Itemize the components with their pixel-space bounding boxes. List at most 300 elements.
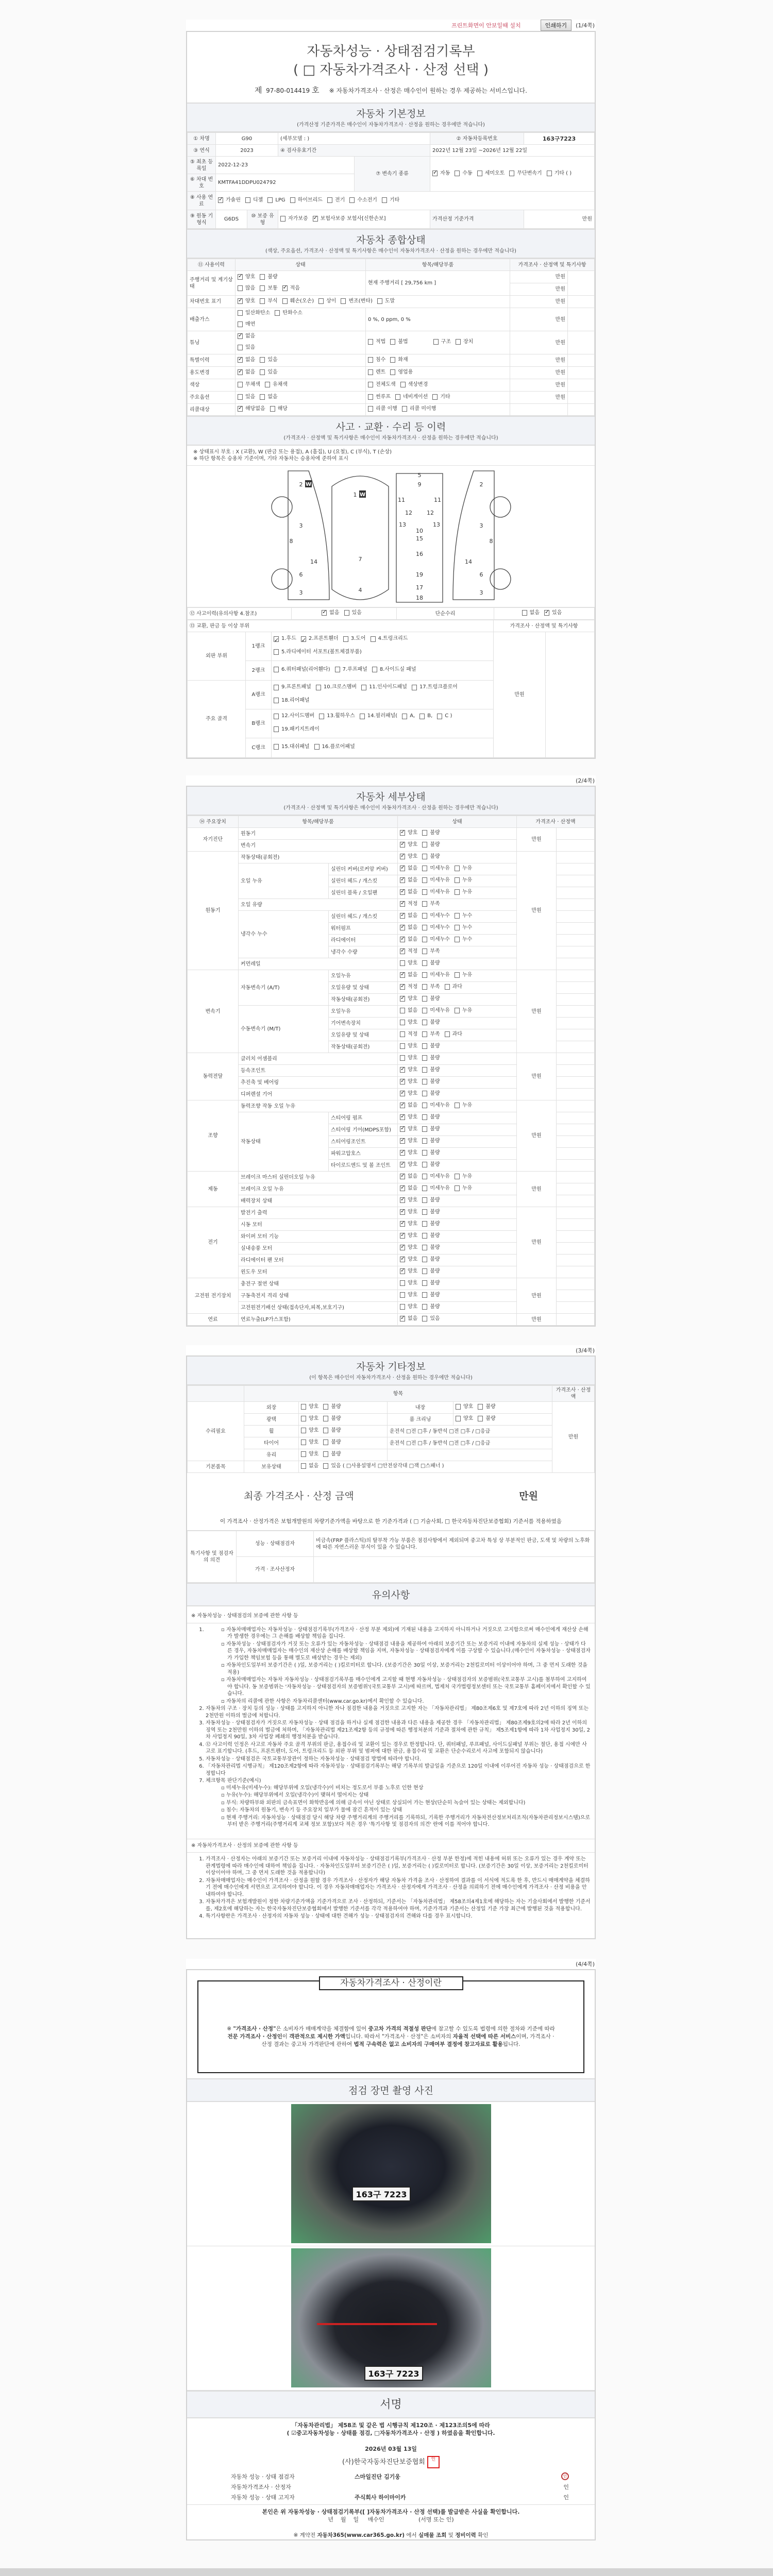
checked-box-icon[interactable] xyxy=(400,1150,405,1156)
checkbox-option[interactable] xyxy=(260,394,277,400)
checked-box-icon[interactable] xyxy=(400,1221,405,1227)
checkbox-option[interactable] xyxy=(400,1078,417,1085)
checkbox-option[interactable] xyxy=(455,1102,472,1109)
checkbox-option[interactable] xyxy=(422,1280,440,1286)
unchecked-box-icon[interactable] xyxy=(270,406,275,412)
checkbox-option[interactable] xyxy=(400,1256,417,1263)
checkbox-option[interactable] xyxy=(400,1043,417,1049)
unchecked-box-icon[interactable] xyxy=(274,744,279,750)
checkbox-option[interactable] xyxy=(368,369,385,376)
unchecked-box-icon[interactable] xyxy=(301,1404,306,1410)
checkbox-option[interactable] xyxy=(422,877,450,884)
checkbox-option[interactable] xyxy=(400,1244,417,1251)
checkbox-option[interactable] xyxy=(238,394,255,400)
checkbox-option[interactable] xyxy=(422,912,450,919)
unchecked-box-icon[interactable] xyxy=(368,357,373,363)
unchecked-box-icon[interactable] xyxy=(274,726,279,732)
checkbox-option[interactable] xyxy=(323,1403,341,1410)
checked-box-icon[interactable] xyxy=(400,913,405,919)
checkbox-option[interactable] xyxy=(455,1173,472,1180)
checkbox-option[interactable] xyxy=(400,972,417,978)
unchecked-box-icon[interactable] xyxy=(422,1150,427,1156)
checkbox-option[interactable] xyxy=(422,936,450,943)
checkbox-option[interactable] xyxy=(260,357,277,363)
checkbox-option[interactable] xyxy=(323,1451,341,1458)
checkbox-option[interactable] xyxy=(547,170,572,177)
checkbox-option[interactable] xyxy=(422,1102,450,1109)
checked-box-icon[interactable] xyxy=(400,1233,405,1239)
checkbox-option[interactable] xyxy=(544,609,562,616)
checkbox-option[interactable] xyxy=(422,1303,440,1310)
unchecked-box-icon[interactable] xyxy=(422,1031,427,1037)
checked-box-icon[interactable] xyxy=(400,1138,405,1144)
checked-box-icon[interactable] xyxy=(400,1209,405,1215)
checkbox-option[interactable] xyxy=(368,357,385,363)
checked-box-icon[interactable] xyxy=(400,1257,405,1262)
checkbox-option[interactable] xyxy=(368,405,397,412)
unchecked-box-icon[interactable] xyxy=(400,960,405,966)
unchecked-box-icon[interactable] xyxy=(368,369,373,375)
checkbox-option[interactable] xyxy=(368,394,391,400)
checkbox-option[interactable] xyxy=(455,877,472,884)
unchecked-box-icon[interactable] xyxy=(371,636,376,642)
checkbox-option[interactable] xyxy=(274,633,296,645)
checked-box-icon[interactable] xyxy=(400,877,405,883)
checked-box-icon[interactable] xyxy=(400,854,405,859)
unchecked-box-icon[interactable] xyxy=(422,1162,427,1167)
checkbox-option[interactable] xyxy=(316,682,357,693)
checked-box-icon[interactable] xyxy=(282,285,288,291)
checkbox-option[interactable] xyxy=(422,924,450,931)
unchecked-box-icon[interactable] xyxy=(455,877,460,883)
unchecked-box-icon[interactable] xyxy=(422,854,427,859)
unchecked-box-icon[interactable] xyxy=(433,339,439,345)
unchecked-box-icon[interactable] xyxy=(260,285,265,291)
checkbox-option[interactable] xyxy=(422,1019,440,1026)
checked-box-icon[interactable] xyxy=(400,1316,405,1321)
checkbox-option[interactable] xyxy=(323,1463,444,1469)
unchecked-box-icon[interactable] xyxy=(301,1428,306,1433)
checked-box-icon[interactable] xyxy=(400,1079,405,1084)
checked-box-icon[interactable] xyxy=(400,842,405,848)
checkbox-option[interactable] xyxy=(422,853,440,860)
checked-box-icon[interactable] xyxy=(238,298,243,304)
checkbox-option[interactable] xyxy=(341,298,372,304)
checkbox-option[interactable] xyxy=(245,197,263,204)
unchecked-box-icon[interactable] xyxy=(422,925,427,930)
unchecked-box-icon[interactable] xyxy=(274,685,279,690)
checkbox-option[interactable] xyxy=(432,170,450,177)
checkbox-option[interactable] xyxy=(422,1209,440,1215)
unchecked-box-icon[interactable] xyxy=(422,1020,427,1025)
checked-box-icon[interactable] xyxy=(400,972,405,978)
checkbox-option[interactable] xyxy=(343,633,366,645)
unchecked-box-icon[interactable] xyxy=(477,171,482,176)
checked-box-icon[interactable] xyxy=(218,197,223,203)
checkbox-option[interactable] xyxy=(400,1232,417,1239)
unchecked-box-icon[interactable] xyxy=(455,171,460,176)
checkbox-option[interactable] xyxy=(270,405,288,412)
unchecked-box-icon[interactable] xyxy=(323,1451,328,1457)
checkbox-option[interactable] xyxy=(422,1232,440,1239)
checkbox-option[interactable] xyxy=(319,710,355,722)
checkbox-option[interactable] xyxy=(290,197,323,204)
unchecked-box-icon[interactable] xyxy=(478,1416,483,1421)
unchecked-box-icon[interactable] xyxy=(400,1304,405,1310)
checkbox-option[interactable] xyxy=(400,1114,417,1121)
checkbox-option[interactable] xyxy=(400,1031,417,1038)
checkbox-option[interactable] xyxy=(260,369,277,376)
unchecked-box-icon[interactable] xyxy=(344,610,349,616)
checkbox-option[interactable] xyxy=(456,338,473,345)
unchecked-box-icon[interactable] xyxy=(400,1043,405,1049)
checked-box-icon[interactable] xyxy=(400,1162,405,1167)
checkbox-option[interactable] xyxy=(372,664,416,675)
checkbox-option[interactable] xyxy=(422,889,450,895)
unchecked-box-icon[interactable] xyxy=(422,1316,427,1321)
checkbox-option[interactable] xyxy=(390,369,413,376)
unchecked-box-icon[interactable] xyxy=(238,321,243,327)
print-button[interactable]: 인쇄하기 xyxy=(541,20,572,31)
checked-box-icon[interactable] xyxy=(400,1114,405,1120)
unchecked-box-icon[interactable] xyxy=(445,984,450,990)
checkbox-option[interactable] xyxy=(400,1292,417,1298)
unchecked-box-icon[interactable] xyxy=(301,1439,306,1445)
checkbox-option[interactable] xyxy=(400,1102,417,1109)
unchecked-box-icon[interactable] xyxy=(323,1416,328,1421)
checkbox-option[interactable] xyxy=(400,1055,417,1061)
checkbox-option[interactable] xyxy=(327,197,345,204)
unchecked-box-icon[interactable] xyxy=(455,925,460,930)
unchecked-box-icon[interactable] xyxy=(323,1404,328,1410)
checkbox-option[interactable] xyxy=(422,1090,440,1097)
checked-box-icon[interactable] xyxy=(400,889,405,895)
checkbox-option[interactable] xyxy=(274,724,320,735)
unchecked-box-icon[interactable] xyxy=(422,1126,427,1132)
checked-box-icon[interactable] xyxy=(432,171,438,176)
unchecked-box-icon[interactable] xyxy=(238,394,243,400)
checkbox-option[interactable] xyxy=(400,829,417,836)
checkbox-option[interactable] xyxy=(455,1007,472,1014)
unchecked-box-icon[interactable] xyxy=(280,216,285,222)
checkbox-option[interactable] xyxy=(433,338,451,345)
unchecked-box-icon[interactable] xyxy=(455,913,460,919)
unchecked-box-icon[interactable] xyxy=(437,714,442,719)
checkbox-option[interactable] xyxy=(422,1256,440,1263)
unchecked-box-icon[interactable] xyxy=(390,369,395,375)
checkbox-option[interactable] xyxy=(422,1126,440,1132)
checkbox-option[interactable] xyxy=(400,381,428,388)
checkbox-option[interactable] xyxy=(377,298,395,304)
checkbox-option[interactable] xyxy=(400,912,417,919)
checkbox-option[interactable] xyxy=(478,1415,495,1422)
checkbox-option[interactable] xyxy=(265,381,288,388)
unchecked-box-icon[interactable] xyxy=(390,357,395,363)
checkbox-option[interactable] xyxy=(422,1268,440,1275)
unchecked-box-icon[interactable] xyxy=(478,1404,483,1410)
unchecked-box-icon[interactable] xyxy=(422,1103,427,1108)
unchecked-box-icon[interactable] xyxy=(260,274,265,280)
unchecked-box-icon[interactable] xyxy=(343,636,348,642)
checkbox-option[interactable] xyxy=(400,1280,417,1286)
checkbox-option[interactable] xyxy=(422,1315,440,1322)
unchecked-box-icon[interactable] xyxy=(455,972,460,978)
checkbox-option[interactable] xyxy=(522,609,540,616)
checkbox-option[interactable] xyxy=(238,310,270,316)
checked-box-icon[interactable] xyxy=(400,1174,405,1179)
unchecked-box-icon[interactable] xyxy=(422,1138,427,1144)
checkbox-option[interactable] xyxy=(455,972,472,978)
unchecked-box-icon[interactable] xyxy=(238,285,243,291)
checked-box-icon[interactable] xyxy=(400,1185,405,1191)
checkbox-option[interactable] xyxy=(422,984,440,990)
unchecked-box-icon[interactable] xyxy=(422,1292,427,1298)
unchecked-box-icon[interactable] xyxy=(274,667,279,672)
checkbox-option[interactable] xyxy=(322,609,339,616)
checkbox-option[interactable] xyxy=(422,1007,450,1014)
checkbox-option[interactable] xyxy=(349,197,377,204)
checkbox-option[interactable] xyxy=(400,1268,417,1275)
checkbox-option[interactable] xyxy=(400,877,417,884)
checkbox-option[interactable] xyxy=(301,1403,318,1410)
unchecked-box-icon[interactable] xyxy=(422,1008,427,1013)
checkbox-option[interactable] xyxy=(455,912,472,919)
checkbox-option[interactable] xyxy=(445,984,462,990)
unchecked-box-icon[interactable] xyxy=(238,382,243,387)
checkbox-option[interactable] xyxy=(368,381,396,388)
checkbox-option[interactable] xyxy=(412,682,458,693)
checked-box-icon[interactable] xyxy=(400,830,405,836)
checkbox-option[interactable] xyxy=(260,285,277,292)
unchecked-box-icon[interactable] xyxy=(275,310,280,316)
unchecked-box-icon[interactable] xyxy=(314,744,320,750)
checkbox-option[interactable] xyxy=(400,1090,417,1097)
install-link[interactable]: 프린트화면이 안보일때 설치 xyxy=(451,22,521,29)
checkbox-option[interactable] xyxy=(422,1173,450,1180)
unchecked-box-icon[interactable] xyxy=(282,298,288,304)
unchecked-box-icon[interactable] xyxy=(455,1185,460,1191)
unchecked-box-icon[interactable] xyxy=(422,937,427,942)
unchecked-box-icon[interactable] xyxy=(400,1292,405,1298)
checkbox-option[interactable] xyxy=(422,1161,440,1168)
checkbox-option[interactable] xyxy=(301,1439,318,1446)
unchecked-box-icon[interactable] xyxy=(419,714,425,719)
checkbox-option[interactable] xyxy=(400,1138,417,1144)
checkbox-option[interactable] xyxy=(400,936,417,943)
checkbox-option[interactable] xyxy=(238,274,255,280)
unchecked-box-icon[interactable] xyxy=(368,382,373,387)
checkbox-option[interactable] xyxy=(323,1439,341,1446)
checkbox-option[interactable] xyxy=(422,901,440,907)
unchecked-box-icon[interactable] xyxy=(368,339,373,345)
checkbox-option[interactable] xyxy=(318,298,336,304)
unchecked-box-icon[interactable] xyxy=(245,197,250,203)
checkbox-option[interactable] xyxy=(400,853,417,860)
checkbox-option[interactable] xyxy=(400,1007,417,1014)
checkbox-option[interactable] xyxy=(274,682,311,693)
unchecked-box-icon[interactable] xyxy=(290,197,295,203)
checked-box-icon[interactable] xyxy=(400,866,405,871)
checkbox-option[interactable] xyxy=(274,647,362,658)
unchecked-box-icon[interactable] xyxy=(456,339,461,345)
unchecked-box-icon[interactable] xyxy=(238,310,243,316)
checkbox-option[interactable] xyxy=(301,1463,318,1469)
unchecked-box-icon[interactable] xyxy=(422,1209,427,1215)
checked-box-icon[interactable] xyxy=(400,1091,405,1096)
unchecked-box-icon[interactable] xyxy=(335,667,340,672)
unchecked-box-icon[interactable] xyxy=(360,714,365,719)
checkbox-option[interactable] xyxy=(455,936,472,943)
unchecked-box-icon[interactable] xyxy=(368,394,373,400)
unchecked-box-icon[interactable] xyxy=(422,1067,427,1073)
checkbox-option[interactable] xyxy=(260,274,277,280)
unchecked-box-icon[interactable] xyxy=(422,842,427,848)
unchecked-box-icon[interactable] xyxy=(422,830,427,836)
unchecked-box-icon[interactable] xyxy=(422,1055,427,1061)
checkbox-option[interactable] xyxy=(400,984,417,990)
checkbox-option[interactable] xyxy=(301,1415,318,1422)
unchecked-box-icon[interactable] xyxy=(400,382,406,387)
checkbox-option[interactable] xyxy=(422,1114,440,1121)
unchecked-box-icon[interactable] xyxy=(422,1304,427,1310)
checkbox-option[interactable] xyxy=(301,1451,318,1458)
unchecked-box-icon[interactable] xyxy=(260,298,265,304)
unchecked-box-icon[interactable] xyxy=(455,889,460,895)
checkbox-option[interactable] xyxy=(395,394,428,400)
unchecked-box-icon[interactable] xyxy=(432,394,438,400)
checkbox-option[interactable] xyxy=(422,1149,440,1156)
checkbox-option[interactable] xyxy=(238,369,255,376)
unchecked-box-icon[interactable] xyxy=(368,406,373,412)
checkbox-option[interactable] xyxy=(274,664,330,675)
checked-box-icon[interactable] xyxy=(238,357,243,363)
checkbox-option[interactable] xyxy=(313,215,386,222)
checkbox-option[interactable] xyxy=(456,1403,473,1410)
checked-box-icon[interactable] xyxy=(400,1126,405,1132)
checkbox-option[interactable] xyxy=(238,381,260,388)
unchecked-box-icon[interactable] xyxy=(422,1043,427,1049)
unchecked-box-icon[interactable] xyxy=(301,1416,306,1421)
checked-box-icon[interactable] xyxy=(400,1197,405,1203)
car365-link[interactable]: 자동차365(www.car365.go.kr) xyxy=(317,2532,405,2538)
unchecked-box-icon[interactable] xyxy=(341,298,346,304)
unchecked-box-icon[interactable] xyxy=(422,984,427,990)
checkbox-option[interactable] xyxy=(323,1427,341,1434)
unchecked-box-icon[interactable] xyxy=(422,1185,427,1191)
checkbox-option[interactable] xyxy=(282,298,314,304)
unchecked-box-icon[interactable] xyxy=(422,877,427,883)
checkbox-option[interactable] xyxy=(400,865,417,872)
checkbox-option[interactable] xyxy=(275,310,303,316)
checked-box-icon[interactable] xyxy=(400,984,405,990)
checkbox-option[interactable] xyxy=(361,682,407,693)
checked-box-icon[interactable] xyxy=(400,901,405,907)
checkbox-option[interactable] xyxy=(478,1403,495,1410)
unchecked-box-icon[interactable] xyxy=(455,1174,460,1179)
checkbox-option[interactable] xyxy=(238,357,255,363)
checkbox-option[interactable] xyxy=(382,197,399,204)
unchecked-box-icon[interactable] xyxy=(319,714,324,719)
checked-box-icon[interactable] xyxy=(400,937,405,942)
checkbox-option[interactable] xyxy=(274,710,314,722)
unchecked-box-icon[interactable] xyxy=(422,1245,427,1250)
checkbox-option[interactable] xyxy=(335,664,367,675)
checkbox-option[interactable] xyxy=(400,1221,417,1227)
checkbox-option[interactable] xyxy=(274,741,310,753)
checked-box-icon[interactable] xyxy=(238,274,243,280)
unchecked-box-icon[interactable] xyxy=(422,960,427,966)
checkbox-option[interactable] xyxy=(260,298,277,304)
checkbox-option[interactable] xyxy=(422,1138,440,1144)
checkbox-option[interactable] xyxy=(280,215,308,222)
checkbox-option[interactable] xyxy=(390,357,408,363)
unchecked-box-icon[interactable] xyxy=(422,1257,427,1262)
checkbox-option[interactable] xyxy=(400,1209,417,1215)
checkbox-option[interactable] xyxy=(455,170,472,177)
unchecked-box-icon[interactable] xyxy=(400,1055,405,1061)
unchecked-box-icon[interactable] xyxy=(377,298,382,304)
checked-box-icon[interactable] xyxy=(400,1245,405,1250)
checkbox-option[interactable] xyxy=(400,995,417,1002)
unchecked-box-icon[interactable] xyxy=(361,685,366,690)
checkbox-option[interactable] xyxy=(455,865,472,872)
unchecked-box-icon[interactable] xyxy=(422,1221,427,1227)
unchecked-box-icon[interactable] xyxy=(456,1404,461,1410)
unchecked-box-icon[interactable] xyxy=(422,1280,427,1286)
checkbox-option[interactable] xyxy=(455,1185,472,1192)
checkbox-option[interactable] xyxy=(282,285,300,292)
checkbox-option[interactable] xyxy=(301,1427,318,1434)
unchecked-box-icon[interactable] xyxy=(509,171,514,176)
unchecked-box-icon[interactable] xyxy=(522,610,527,616)
checkbox-option[interactable] xyxy=(422,841,440,848)
checkbox-option[interactable] xyxy=(422,948,440,955)
checkbox-option[interactable] xyxy=(422,960,440,967)
unchecked-box-icon[interactable] xyxy=(422,1233,427,1239)
unchecked-box-icon[interactable] xyxy=(267,197,273,203)
unchecked-box-icon[interactable] xyxy=(265,382,270,387)
checkbox-option[interactable] xyxy=(509,170,542,177)
unchecked-box-icon[interactable] xyxy=(349,197,355,203)
unchecked-box-icon[interactable] xyxy=(400,1008,405,1013)
unchecked-box-icon[interactable] xyxy=(395,394,400,400)
unchecked-box-icon[interactable] xyxy=(422,1197,427,1203)
checkbox-option[interactable] xyxy=(400,1066,417,1073)
unchecked-box-icon[interactable] xyxy=(422,901,427,907)
unchecked-box-icon[interactable] xyxy=(422,1174,427,1179)
checkbox-option[interactable] xyxy=(400,924,417,931)
checked-box-icon[interactable] xyxy=(400,1268,405,1274)
unchecked-box-icon[interactable] xyxy=(402,406,407,412)
checked-box-icon[interactable] xyxy=(400,1103,405,1108)
unchecked-box-icon[interactable] xyxy=(323,1463,328,1469)
checked-box-icon[interactable] xyxy=(238,333,243,339)
checkbox-option[interactable] xyxy=(274,695,310,706)
checked-box-icon[interactable] xyxy=(322,610,327,616)
checkbox-option[interactable] xyxy=(456,1415,473,1422)
checkbox-option[interactable] xyxy=(422,995,440,1002)
checkbox-option[interactable] xyxy=(371,633,408,645)
unchecked-box-icon[interactable] xyxy=(400,1280,405,1286)
unchecked-box-icon[interactable] xyxy=(316,685,321,690)
checked-box-icon[interactable] xyxy=(400,1067,405,1073)
checkbox-option[interactable] xyxy=(419,710,432,722)
unchecked-box-icon[interactable] xyxy=(422,972,427,978)
checkbox-option[interactable] xyxy=(455,889,472,895)
checkbox-option[interactable] xyxy=(422,1221,440,1227)
checkbox-option[interactable] xyxy=(238,333,255,340)
checkbox-option[interactable] xyxy=(344,609,362,616)
